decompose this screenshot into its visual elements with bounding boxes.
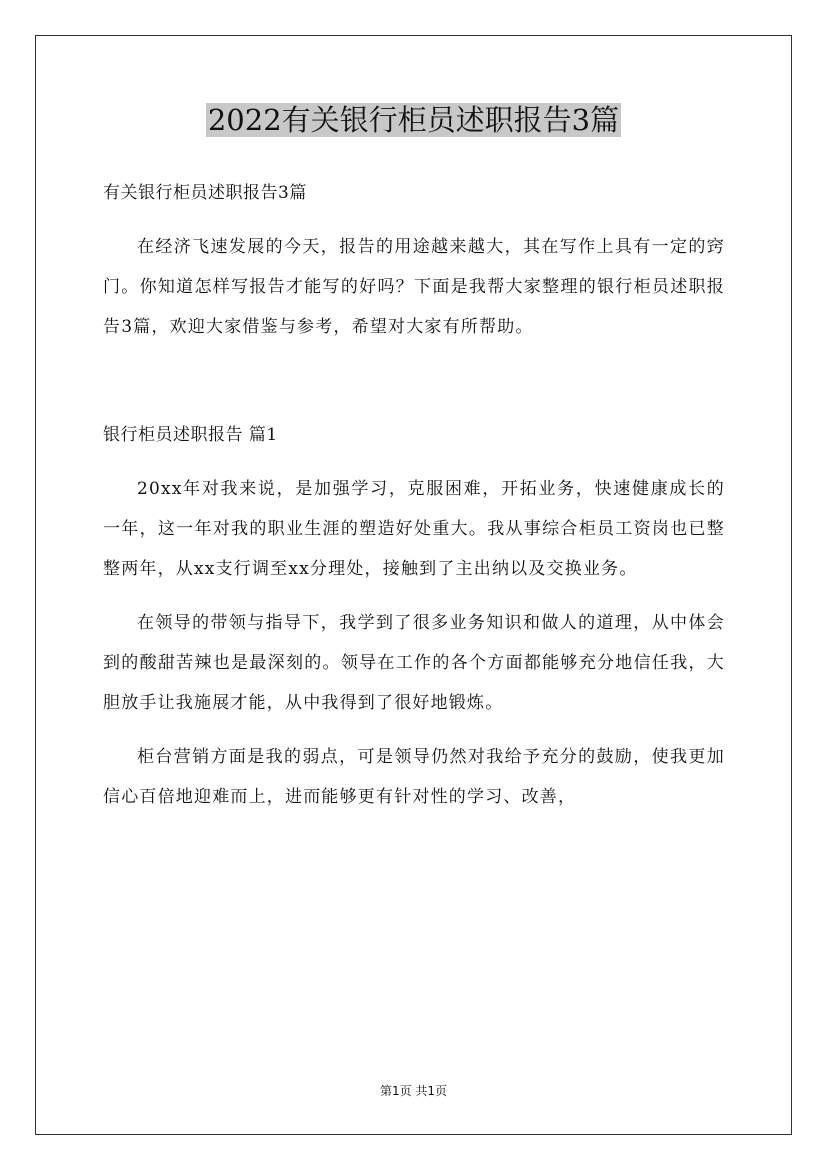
section-spacer	[103, 361, 725, 415]
body-paragraph: 20xx年对我来说，是加强学习，克服困难，开拓业务，快速健康成长的一年，这一年对我的职业生涯的塑造好处重大。我从事综合柜员工资岗也已整整两年，从xx支行调至xx分理处，接触到了主出纳以及交换业务。	[103, 479, 725, 579]
section-heading: 银行柜员述职报告 篇1	[103, 425, 278, 445]
body-paragraph: 在领导的带领与指导下，我学到了很多业务知识和做人的道理，从中体会到的酸甜苦辣也是最深刻的。领导在工作的各个方面都能够充分地信任我，大胆放手让我施展才能，从中我得到了很好地锻炼。	[103, 613, 725, 713]
document-subtitle: 有关银行柜员述职报告3篇	[103, 183, 307, 203]
page-footer: 第1页 共1页	[379, 1084, 448, 1098]
document-title	[0, 98, 827, 142]
document-title-text: 2022有关银行柜员述职报告3篇	[207, 103, 620, 137]
intro-paragraph: 在经济飞速发展的今天，报告的用途越来越大，其在写作上具有一定的窍门。你知道怎样写报告才能写的好吗？下面是我帮大家整理的银行柜员述职报告3篇，欢迎大家借鉴与参考，希望对大家有所帮助。	[103, 237, 725, 337]
body-paragraph: 柜台营销方面是我的弱点，可是领导仍然对我给予充分的鼓励，使我更加信心百倍地迎难而上，进而能够更有针对性的学习、改善，	[103, 747, 725, 807]
document-body	[103, 173, 725, 831]
